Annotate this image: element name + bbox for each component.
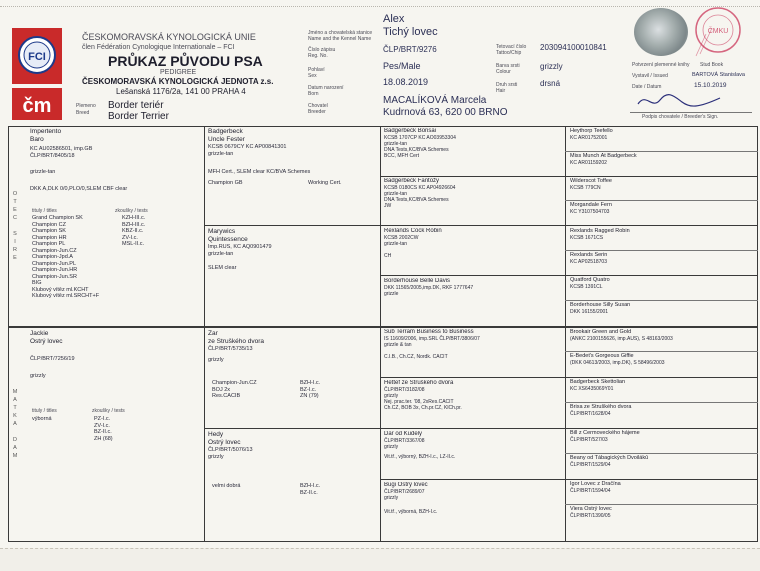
ds-color: grizzly (208, 356, 224, 363)
dam-color: grizzly (30, 372, 46, 379)
name-label: Jméno a chovatelská stanice (308, 30, 373, 36)
signature-line (630, 112, 752, 113)
issued-by: BARTOVÁ Stanislava (692, 72, 745, 78)
ss-color: grizzle-tan (208, 150, 234, 157)
sd-ids: Imp.RUS, KC AQ0901479 (208, 244, 272, 250)
ss-name: Uncle Fester (208, 136, 245, 143)
breed-en: Border Terrier (108, 111, 169, 122)
grid-line (565, 453, 758, 454)
tattoo-label-en: Tattoo/Chip (496, 50, 522, 56)
sire-titles-list: Grand Champion SK Champion CZ Champion SK Champion HR Champion PL Champion-Jun.CZ Champion-Jpd.A Champion-Jun.PL Champion-Jun.HR Champion-Jun.SR BIG Klubový vítěz ml.KCHT Klubový vítěz ml.SRCHT+F (32, 215, 100, 299)
breeder-label-en: Breeder (308, 109, 326, 115)
chip-number: 203094100010841 (540, 43, 607, 52)
svg-text:ČMKU: ČMKU (707, 28, 729, 35)
issuer: ČESKOMORAVSKÁ KYNOLOGICKÁ JEDNOTA z.s. (82, 77, 274, 86)
grid-line (204, 225, 758, 226)
coat-label-en: Hair (496, 88, 506, 94)
sd-color: grizzle-tan (208, 250, 234, 257)
dob-label: Datum narození (308, 85, 344, 91)
sire-kennel: Impertento (30, 128, 62, 135)
gen4-cell-11: Badgerbeck Skettolian KC XS6435069Y01 (570, 379, 626, 392)
dam-tests-header: zkoušky / tests (92, 408, 125, 414)
grid-line (380, 176, 758, 177)
gen4-cell-15: Igor Lovec z Dračína ČLP/BRT/1594/04 (570, 481, 621, 494)
dd-color: grizzly (208, 453, 224, 460)
gen4-cell-7: Quatford Quatro KCSB 1391CL (570, 277, 610, 290)
gen4-cell-12: Brixa ze Struškého dvora ČLP/BRT/1628/04 (570, 404, 632, 417)
breeder-label: Chovatel (308, 103, 328, 109)
issue-date: 15.10.2019 (694, 82, 727, 89)
color-label-en: Colour (496, 69, 511, 75)
breeder-address: Kudrnová 63, 620 00 BRNO (383, 107, 508, 118)
gen4-cell-5: Rexlands Ragged Robin KCSB 1671CS (570, 228, 630, 241)
dog-kennel: Tichý lovec (383, 26, 438, 38)
gen3-cell-5: Sub Terram Business to Business IS 11609/2006, imp.SRL ČLP/BRT/3806/07 grizzle & tan C.I.B., Ch.CZ, Nordk. CACIT (384, 329, 480, 360)
sire-tests-list: KZH-III.c. BZH-III.c. KBZ-II.c. ZV-I.c. MSL-II.c. (122, 215, 146, 247)
coat-label: Druh srsti (496, 82, 518, 88)
gen4-cell-16: Viera Ostrý lovec ČLP/BRT/1390/05 (570, 506, 612, 519)
fci-cmku-logo (12, 28, 62, 120)
dog-reg-no: ČLP/BRT/9276 (383, 45, 437, 54)
breed-cz: Border teriér (108, 100, 164, 111)
dam-titles-list: výborná (32, 416, 52, 422)
dam-tests-list: PZ-I.c. ZV-I.c. BZ-II.c. ZH (68) (94, 416, 113, 442)
grid-line (380, 479, 758, 480)
sex-label: Pohlaví (308, 67, 325, 73)
issued-label: Vystavil / Issued (632, 73, 668, 79)
signature-label: Podpis chovatele / Breeder's Sign. (642, 114, 719, 120)
name-label-en: Name and the Kennel Name (308, 36, 372, 42)
sire-dam-cell (208, 228, 378, 324)
dob-label-en: Born (308, 91, 319, 97)
dam-sire-cell (208, 330, 378, 426)
reg-label-en: Reg. No. (308, 53, 328, 59)
sire-ids: KC AU02586501, imp.GB (30, 146, 93, 152)
owner-label: Potvrzení plemenné knihy (632, 62, 690, 68)
gen4-cell-1: Heythorp Teefello KC AR01752001 (570, 128, 613, 141)
gen4-cell-13: Bill z Čermoveckého hájeme ČLP/BRT/527/03 (570, 430, 640, 443)
color-label: Barva srsti (496, 63, 520, 69)
sire-reg: ČLP/BRT/8405/18 (30, 152, 75, 159)
document-subtitle: PEDIGREE (160, 69, 197, 76)
dam-kennel: Ostrý lovec (30, 338, 63, 345)
ds-titles-list: Champion-Jun.CZ BOJ 2x Res.CACIB (212, 380, 257, 399)
ds-kennel: Zar (208, 330, 218, 337)
dog-dob: 18.08.2019 (383, 77, 429, 87)
svg-text:FCI: FCI (28, 51, 46, 63)
ss-titles: Champion GB (208, 180, 243, 186)
grid-line (204, 428, 758, 429)
sire-color: grizzle-tan (30, 169, 56, 175)
dam-dam-cell (208, 431, 378, 536)
ds-name: ze Struškého dvora (208, 338, 265, 345)
dog-color: grizzly (540, 62, 563, 71)
grid-line (565, 402, 758, 403)
gen4-cell-6: Rexlands Serin KC AP02518703 (570, 252, 608, 265)
grid-line (565, 504, 758, 505)
dam-name: Jackie (30, 330, 49, 337)
sire-cell (30, 128, 202, 324)
grid-line (204, 126, 205, 542)
grid-line (380, 275, 758, 276)
sd-name: Quintessence (208, 236, 248, 243)
dog-name: Alex (383, 13, 405, 25)
reg-label: Číslo zápisu (308, 47, 336, 53)
gen3-cell-6: Hettef ze Struškého dvora ČLP/BRT/3182/08 grizzly Nej. prac.ter. '08, 2xRes.CACIT Ch.CZ, BOB 3x, Ch.pr.CZ, KlCh.pr. (384, 380, 462, 411)
gen4-cell-8: Borderhouse Silly Susan DKK 16155/2001 (570, 302, 631, 315)
dd-kennel: Ostrý lovec (208, 439, 241, 446)
official-stamp (688, 4, 748, 64)
sire-section-label: O T E C S I R E (12, 191, 18, 261)
gen3-cell-4: Borderhouse Belle Davis DKK 11565/2005,imp.DK, RKF 1777647 grizzle (384, 278, 474, 297)
breeder-signature (634, 90, 724, 112)
dd-tests-list: BZH-I.c. BZ-II.c. (300, 483, 321, 496)
tattoo-label: Tetovací číslo (496, 44, 527, 50)
gen4-cell-14: Beany od Tábagických Dvoiláků ČLP/BRT/1529/04 (570, 455, 649, 468)
fci-member: člen Fédération Cynologique Internationale – FCI (82, 44, 235, 51)
ss-kennel: Badgerbeck (208, 128, 243, 135)
gen4-cell-3: Wilderscot Toffee KCSB 779CN (570, 178, 612, 191)
dog-coat: drsná (540, 79, 561, 88)
sire-health: DKK A,DLK 0/0,PLO/0,SLEM CBF clear (30, 185, 128, 192)
gen3-cell-8: Bugi Ostrý lovec ČLP/BRT/2689/07 grizzly Vit.tř., výborná, BZH-I.c. (384, 482, 438, 515)
ds-tests-list: BZH-I.c. BZ-I.c. ZN (79) (300, 380, 321, 399)
sire-name: Baro (30, 136, 44, 143)
issuer-address: Lešanská 1176/2a, 141 00 PRAHA 4 (116, 87, 246, 96)
top-edge (0, 0, 760, 7)
sire-sire-cell (208, 128, 378, 223)
ss-health: MFH Cert., SLEM clear KC/BVA Schemes (208, 169, 311, 175)
sex-label-en: Sex (308, 73, 317, 79)
ss-tests: Working Cert. (308, 180, 342, 186)
date-label: Date / Datum (632, 84, 662, 90)
dam-titles-header: tituly / titles (32, 408, 57, 414)
bottom-edge (0, 548, 760, 571)
sire-titles-header: tituly / titles (32, 208, 57, 214)
gen3-cell-1: Badgerbeck Bonsai KCSB 1707CP KC AO03953304 grizzle-tan DNA Tests,KC/BVA Schemes BCC, MFH Cert (384, 128, 456, 159)
sd-kennel: Marywics (208, 228, 236, 235)
dam-section-label: M A T K A D A M (12, 389, 18, 459)
gen4-cell-10: E-Bedet's Gorgeous Giffie (DKK 04613/2003, imp.DK), S 58496/2003 (570, 353, 665, 366)
gen3-cell-2: Badgerbeck Fantožy KCSB 0180CS KC AP04926604 grizzle-tan DNA Tests,KC/BVA Schemes JW (384, 178, 456, 209)
gen4-cell-4: Morgandale Fern KC Y3107504703 (570, 202, 612, 215)
dam-reg: ČLP/BRT/7256/19 (30, 356, 75, 362)
sd-health: SLEM clear (208, 265, 237, 271)
org-name: ČESKOMORAVSKÁ KYNOLOGICKÁ UNIE (82, 32, 256, 42)
dog-sex: Pes/Male (383, 61, 421, 71)
svg-text:čm: čm (22, 95, 52, 117)
grid-line (380, 377, 758, 378)
breed-label: Plemeno (76, 103, 96, 109)
grid-line (565, 300, 758, 301)
gen4-cell-2: Miss Munch At Badgerbeck KC AR01159202 (570, 153, 637, 166)
ss-ids: KCSB 0679CY KC AP00841301 (208, 144, 287, 150)
sire-dam-divider (8, 326, 758, 328)
grid-line (565, 250, 758, 251)
grid-line (565, 351, 758, 352)
dd-reg: ČLP/BRT/5076/13 (208, 447, 253, 453)
ds-reg: ČLP/BRT/5735/13 (208, 346, 253, 352)
sire-tests-header: zkoušky / tests (115, 208, 148, 214)
dd-name: Hedy (208, 431, 224, 438)
grid-line (565, 200, 758, 201)
hologram-seal (634, 8, 688, 56)
gen3-cell-3: Rexlands Cock Robin KCSB 2002CW grizzle-tan CH (384, 228, 442, 259)
breeder-name: MACALÍKOVÁ Marcela (383, 95, 487, 106)
gen4-cell-9: Brookair Green and Gold (ANKC 2100155626, imp.AUS), S 48163/2003 (570, 329, 673, 342)
document-title: PRŮKAZ PŮVODU PSA (108, 53, 263, 69)
breed-label-en: Breed (76, 110, 90, 116)
owner-label-en: Stud Book (700, 62, 724, 68)
dd-titles: velmi dobrá (212, 483, 241, 489)
grid-line (565, 151, 758, 152)
dam-cell (30, 330, 202, 536)
gen3-cell-7: Dar od Kudely ČLP/BRT/3367/08 grizzly Vit.tř., výborný, BZH-I.c., LZ-II.c. (384, 431, 456, 460)
